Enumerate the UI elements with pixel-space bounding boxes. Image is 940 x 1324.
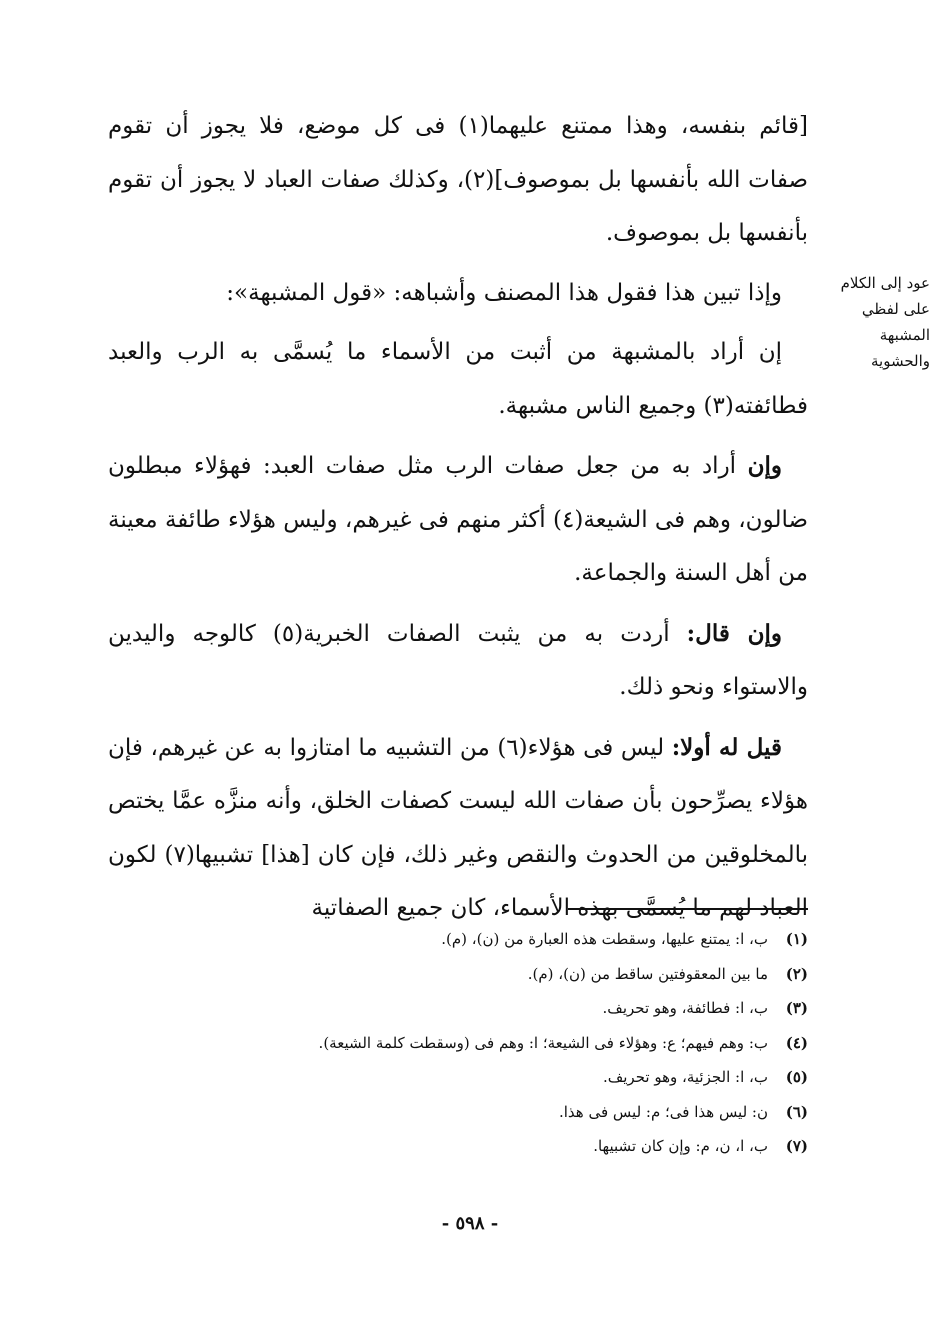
paragraph-5-body: أردت به من يثبت الصفات الخبرية(٥) كالوجه واليدين والاستواء ونحو ذلك. <box>108 620 808 700</box>
footnote-number: (٧) <box>785 1137 808 1155</box>
paragraph-4 <box>108 439 808 601</box>
paragraph-3: إن أراد بالمشبهة من أثبت من الأسماء ما يُسمَّى به الرب والعبد فطائفته(٣) وجميع الناس مشبهة. <box>108 339 808 419</box>
paragraph-1: [قائم بنفسه، وهذا ممتنع عليهما(١) فى كل موضع، فلا يجوز أن تقوم صفات الله بأنفسها بل بموصوف](٢)، وكذلك صفات العباد لا يجوز أن تقوم بأنفسها بل بموصوف. <box>108 113 808 246</box>
footnote-text: ب، ا: يمتنع عليها، وسقطت هذه العبارة من (ن)، (م). <box>441 930 768 948</box>
footnote-divider <box>568 908 808 910</box>
margin-note: عود إلى الكلام على لفظي المشبهة والحشوية <box>840 274 930 370</box>
footnote-text: ن: ليس هذا فى؛ م: ليس فى هذا. <box>558 1102 768 1121</box>
footnote-text: ب، ا، ن، م: وإن كان تشبيها. <box>593 1137 768 1155</box>
paragraph-5 <box>108 607 808 715</box>
footnote-6 <box>108 1095 808 1130</box>
paragraph-4-body: أراد به من جعل صفات الرب مثل صفات العبد: فهؤلاء مبطلون ضالون، وهم فى الشيعة(٤) أكثر منهم فى غيرهم، وليس هؤلاء طائفة معينة من أهل السنة والجماعة. <box>108 453 809 586</box>
footnote-number: (٢) <box>785 964 808 983</box>
paragraph-6 <box>108 721 808 936</box>
footnote-7 <box>108 1129 808 1164</box>
footnote-text: ما بين المعقوفتين ساقط من (ن)، (م). <box>527 964 768 983</box>
footnote-text: ب: وهم فيهم؛ ع: وهؤلاء فى الشيعة؛ ا: وهم فى (وسقطت كلمة الشيعة). <box>318 1033 768 1052</box>
main-text <box>108 100 808 942</box>
footnote-3 <box>108 991 808 1026</box>
footnote-4 <box>108 1026 808 1061</box>
footnote-2 <box>108 957 808 992</box>
paragraph-6-lead: قيل له أولا: <box>671 733 782 761</box>
footnote-text: ب، ا: الجزئية، وهو تحريف. <box>602 1068 768 1086</box>
footnote-number: (٦) <box>785 1102 808 1121</box>
footnote-5 <box>108 1060 808 1095</box>
footnotes <box>108 922 808 1164</box>
paragraph-6-body: ليس فى هؤلاء(٦) من التشبيه ما امتازوا به عن غيرهم، فإن هؤلاء يصرِّحون بأن صفات الله ليست كصفات الخلق، وأنه منزَّه عمَّا يختص بالمخلوقين من الحدوث والنقص وغير ذلك، فإن كان [هذا] تشبيها(٧) لكون العباد لهم ما يُسمَّى بهذه الأسماء، كان جميع الصفاتية <box>108 734 808 921</box>
page-number: - ٥٩٨ - <box>441 1213 499 1234</box>
footnote-number: (٥) <box>785 1068 808 1086</box>
footnote-number: (٤) <box>785 1033 808 1052</box>
footnote-number: (٣) <box>785 999 808 1017</box>
footnote-1 <box>108 922 808 957</box>
paragraph-4-lead: وإن <box>747 452 783 479</box>
footnote-text: ب، ا: فطائفة، وهو تحريف. <box>602 999 768 1017</box>
footnote-number: (١) <box>785 930 808 948</box>
paragraph-5-lead: وإن قال: <box>686 619 783 647</box>
paragraph-2: وإذا تبين هذا فقول هذا المصنف وأشباهه: «قول المشبهة»: <box>226 279 782 306</box>
